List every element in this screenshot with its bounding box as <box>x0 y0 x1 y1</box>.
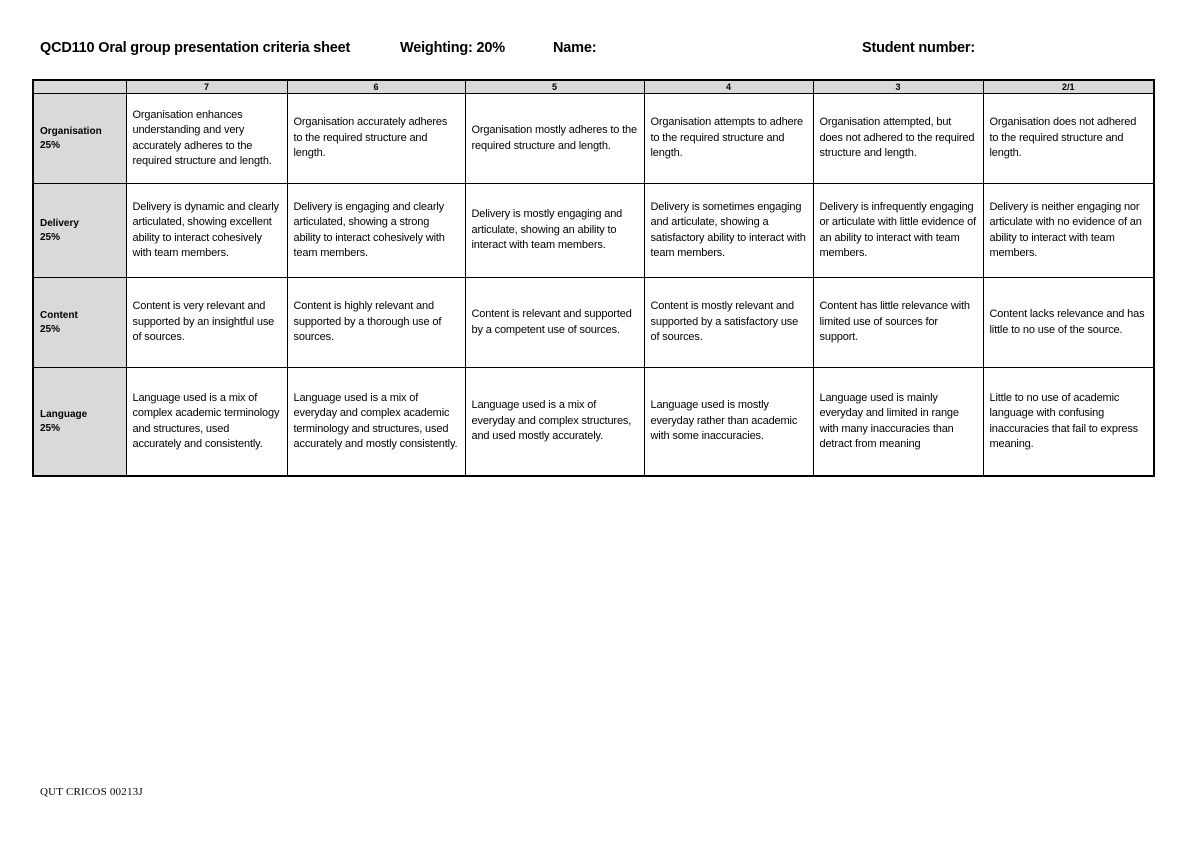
criterion-name: Content <box>40 309 78 321</box>
descriptor-cell: Content lacks relevance and has little to no use of the source. <box>983 278 1154 368</box>
grade-header-row <box>33 80 1154 94</box>
descriptor-cell: Language used is a mix of everyday and complex structures, and used mostly accurately. <box>465 368 644 477</box>
criterion-cell <box>33 184 126 278</box>
criterion-percent: 25% <box>40 323 61 335</box>
descriptor-cell: Content is very relevant and supported by an insightful use of sources. <box>126 278 287 368</box>
header-corner-cell <box>33 80 126 94</box>
descriptor-cell: Content is relevant and supported by a competent use of sources. <box>465 278 644 368</box>
descriptor-cell: Delivery is engaging and clearly articulated, showing a strong ability to interact cohesively with team members. <box>287 184 465 278</box>
criteria-table <box>32 79 1155 477</box>
grade-header-5: 5 <box>465 80 644 94</box>
criterion-cell <box>33 94 126 184</box>
weighting-label: Weighting: 20% <box>400 40 505 56</box>
criterion-name: Delivery <box>40 217 79 229</box>
descriptor-cell: Organisation attempted, but does not adhered to the required structure and length. <box>813 94 983 184</box>
descriptor-cell: Content has little relevance with limited use of sources for support. <box>813 278 983 368</box>
descriptor-cell: Organisation does not adhered to the required structure and length. <box>983 94 1154 184</box>
descriptor-cell: Language used is a mix of everyday and complex academic terminology and structures, used accurately and mostly consistently. <box>287 368 465 477</box>
descriptor-cell: Organisation enhances understanding and very accurately adheres to the required structure and length. <box>126 94 287 184</box>
name-label: Name: <box>553 40 597 56</box>
descriptor-cell: Delivery is dynamic and clearly articulated, showing excellent ability to interact cohesively with team members. <box>126 184 287 278</box>
criterion-cell <box>33 278 126 368</box>
table-row-organisation <box>33 94 1154 184</box>
descriptor-cell: Organisation attempts to adhere to the required structure and length. <box>644 94 813 184</box>
grade-header-7: 7 <box>126 80 287 94</box>
table-row-content <box>33 278 1154 368</box>
criterion-percent: 25% <box>40 139 61 151</box>
descriptor-cell: Organisation accurately adheres to the required structure and length. <box>287 94 465 184</box>
grade-header-2-1: 2/1 <box>983 80 1154 94</box>
cricos-footer: QUT CRICOS 00213J <box>40 786 143 798</box>
descriptor-cell: Little to no use of academic language with confusing inaccuracies that fail to express meaning. <box>983 368 1154 477</box>
page-header <box>0 40 1200 62</box>
descriptor-cell: Content is mostly relevant and supported by a satisfactory use of sources. <box>644 278 813 368</box>
descriptor-cell: Delivery is neither engaging nor articulate with no evidence of an ability to interact with team members. <box>983 184 1154 278</box>
grade-header-4: 4 <box>644 80 813 94</box>
criterion-name: Organisation <box>40 125 102 137</box>
descriptor-cell: Language used is a mix of complex academic terminology and structures, used accurately and consistently. <box>126 368 287 477</box>
document-title: QCD110 Oral group presentation criteria sheet <box>40 40 351 56</box>
criterion-percent: 25% <box>40 231 61 243</box>
descriptor-cell: Organisation mostly adheres to the required structure and length. <box>465 94 644 184</box>
descriptor-cell: Delivery is sometimes engaging and articulate, showing a satisfactory ability to interact with team members. <box>644 184 813 278</box>
grade-header-3: 3 <box>813 80 983 94</box>
descriptor-cell: Content is highly relevant and supported by a thorough use of sources. <box>287 278 465 368</box>
table-row-language <box>33 368 1154 477</box>
grade-header-6: 6 <box>287 80 465 94</box>
criterion-percent: 25% <box>40 422 61 434</box>
descriptor-cell: Delivery is infrequently engaging or articulate with little evidence of an ability to interact with team members. <box>813 184 983 278</box>
criterion-name: Language <box>40 408 88 420</box>
criterion-cell <box>33 368 126 477</box>
descriptor-cell: Language used is mostly everyday rather than academic with some inaccuracies. <box>644 368 813 477</box>
descriptor-cell: Language used is mainly everyday and limited in range with many inaccuracies than detract from meaning <box>813 368 983 477</box>
descriptor-cell: Delivery is mostly engaging and articulate, showing an ability to interact with team members. <box>465 184 644 278</box>
table-row-delivery <box>33 184 1154 278</box>
student-number-label: Student number: <box>862 40 975 56</box>
